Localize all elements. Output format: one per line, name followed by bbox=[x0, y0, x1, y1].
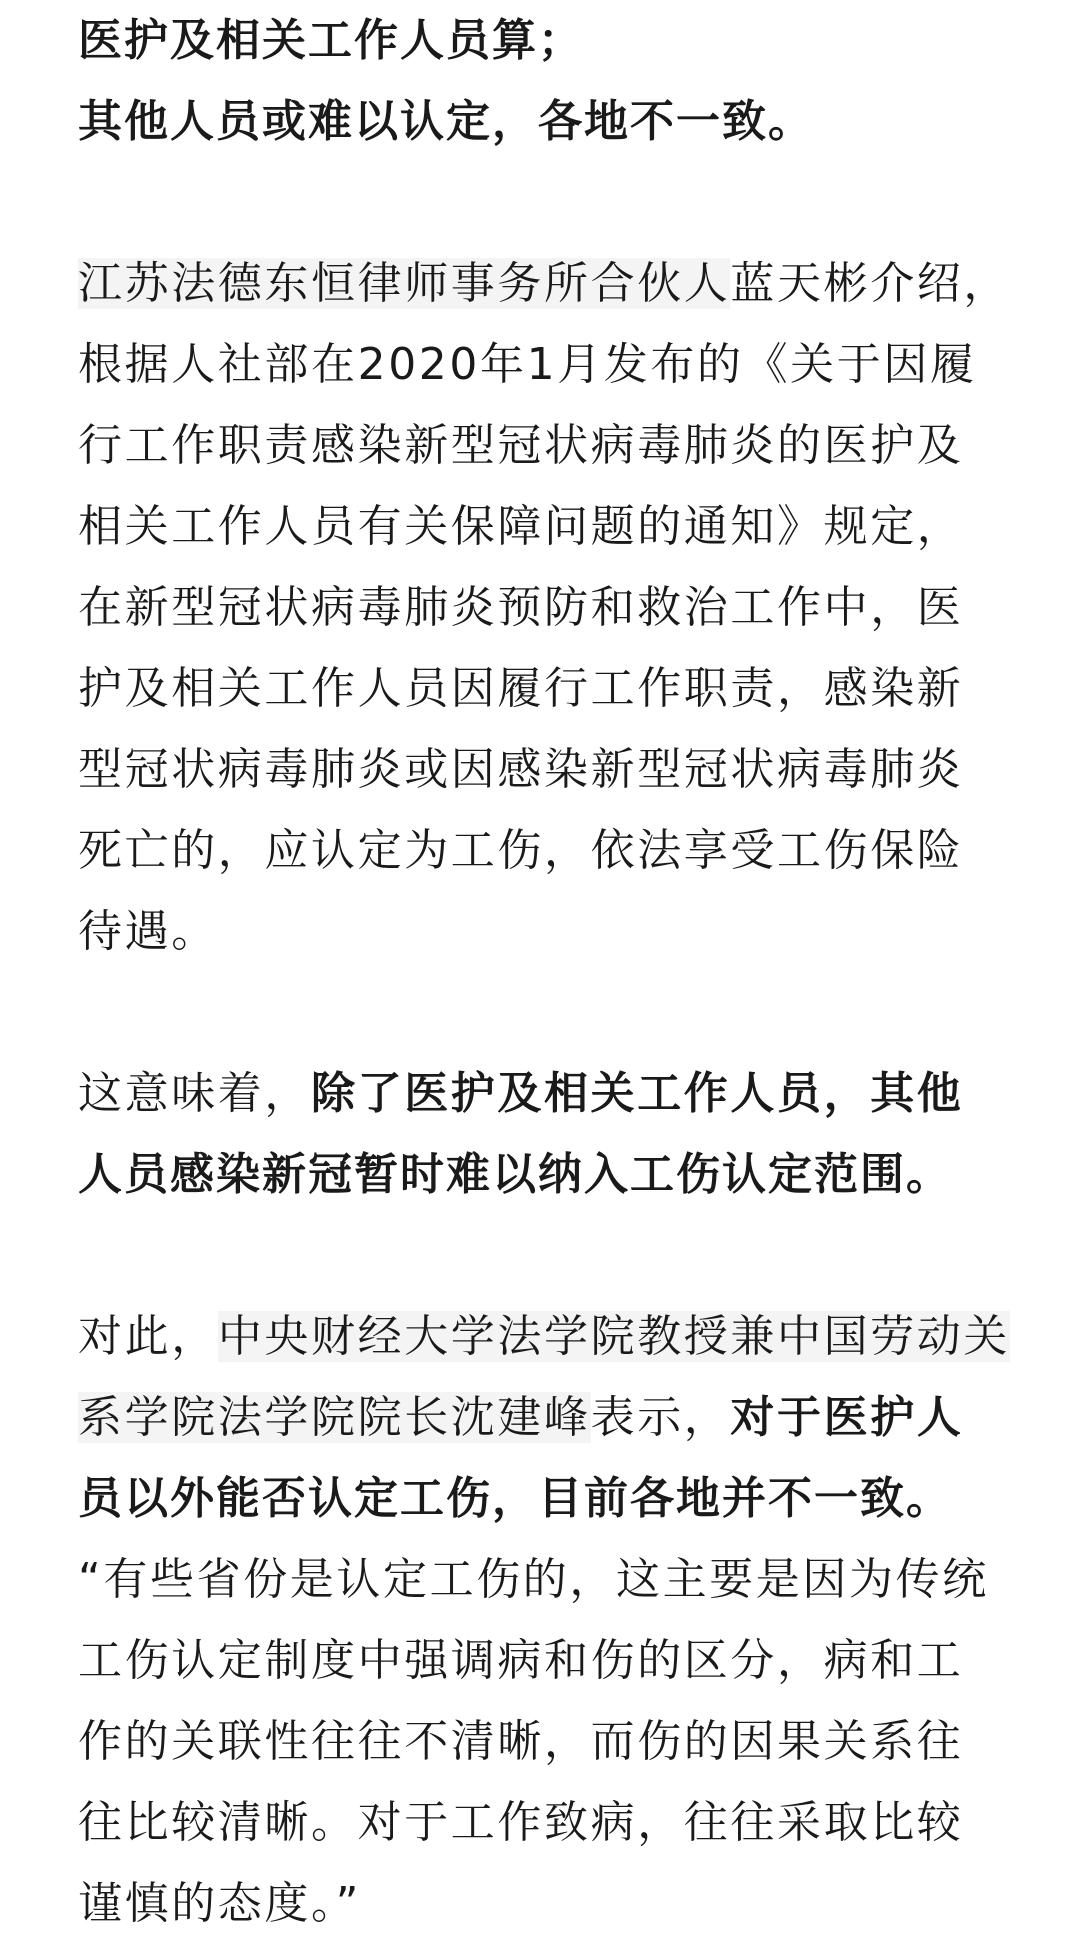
article-body bbox=[78, 0, 1011, 1944]
paragraph-summary bbox=[78, 0, 1008, 162]
text-line: 谨慎的态度。” bbox=[78, 1878, 361, 1929]
text-line: 待遇。 bbox=[78, 906, 218, 957]
paragraph-lawyer-quote bbox=[78, 243, 1011, 972]
text-line: 员以外能否认定工伤，目前各地并不一致。 bbox=[78, 1473, 952, 1524]
text-line: 死亡的，应认定为工伤，依法享受工伤保险 bbox=[78, 825, 964, 876]
bold-text: 对于医护人 bbox=[730, 1392, 964, 1443]
text-line bbox=[78, 243, 1011, 324]
text-line: “有些省份是认定工伤的，这主要是因为传统 bbox=[78, 1554, 989, 1605]
highlighted-text: 江苏法德东恒律师事务所合伙人 bbox=[78, 258, 731, 309]
text-line: 护及相关工作人员因履行工作职责，感染新 bbox=[78, 663, 964, 714]
bold-text: 除了医护及相关工作人员，其他 bbox=[311, 1068, 964, 1119]
highlighted-text: 系学院法学院院长沈建峰 bbox=[78, 1392, 591, 1443]
paragraph-gap bbox=[78, 972, 1008, 1053]
text-segment: 这意味着， bbox=[78, 1068, 311, 1119]
text-line: 其他人员或难以认定，各地不一致。 bbox=[78, 96, 814, 147]
text-line: 根据人社部在2020年1月发布的《关于因履 bbox=[78, 339, 977, 390]
paragraph-professor-quote bbox=[78, 1296, 1011, 1944]
highlighted-text: 中央财经大学法学院教授兼中国劳动关 bbox=[217, 1311, 1011, 1362]
text-segment: 对此， bbox=[78, 1311, 218, 1362]
text-line: 在新型冠状病毒肺炎预防和救治工作中，医 bbox=[78, 582, 964, 633]
paragraph-gap bbox=[78, 162, 1008, 243]
text-line: 工伤认定制度中强调病和伤的区分，病和工 bbox=[78, 1635, 964, 1686]
text-segment: 蓝天彬介绍， bbox=[730, 258, 1011, 309]
text-segment: 表示， bbox=[590, 1392, 731, 1443]
text-line bbox=[78, 1053, 1008, 1134]
paragraph-meaning bbox=[78, 1053, 1008, 1215]
text-line: 型冠状病毒肺炎或因感染新型冠状病毒肺炎 bbox=[78, 744, 964, 795]
text-line bbox=[78, 1296, 1011, 1377]
text-line: 作的关联性往往不清晰，而伤的因果关系往 bbox=[78, 1716, 964, 1767]
paragraph-gap bbox=[78, 1215, 1008, 1296]
text-line: 往比较清晰。对于工作致病，往往采取比较 bbox=[78, 1797, 964, 1848]
text-line bbox=[78, 1377, 1008, 1458]
text-line: 相关工作人员有关保障问题的通知》规定， bbox=[78, 501, 964, 552]
text-line: 人员感染新冠暂时难以纳入工伤认定范围。 bbox=[78, 1149, 952, 1200]
text-line: 行工作职责感染新型冠状病毒肺炎的医护及 bbox=[78, 420, 964, 471]
text-line: 医护及相关工作人员算； bbox=[78, 15, 584, 66]
